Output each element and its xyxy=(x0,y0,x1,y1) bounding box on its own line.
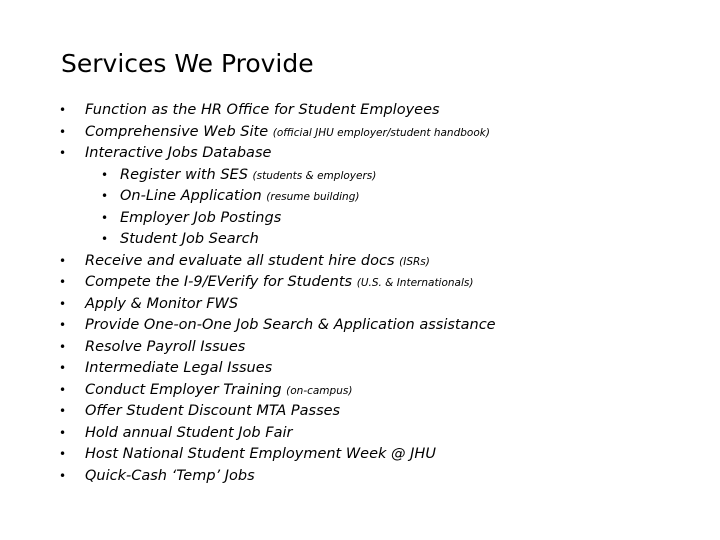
list-item-text: Hold annual Student Job Fair xyxy=(85,424,293,441)
list-item-text: Compete the I-9/EVerify for Students xyxy=(85,274,353,290)
list-item xyxy=(59,358,496,380)
list-item-note: (ISRs) xyxy=(399,255,430,268)
list-item-text: Resolve Payroll Issues xyxy=(85,338,246,355)
list-item xyxy=(59,380,496,402)
list-item xyxy=(59,315,496,337)
list-item xyxy=(59,423,496,445)
list-item-note: (official JHU employer/student handbook) xyxy=(272,126,490,139)
list-item xyxy=(59,251,496,273)
slide-title: Services We Provide xyxy=(61,49,314,78)
bullet-icon: • xyxy=(59,124,67,139)
list-item xyxy=(59,100,496,122)
list-item-note: (resume building) xyxy=(266,191,360,203)
list-item-text: Provide One-on-One Job Search & Application assistance xyxy=(85,317,496,333)
bullet-icon: • xyxy=(59,361,67,375)
list-item xyxy=(59,401,496,423)
bullet-icon: • xyxy=(59,296,67,311)
list-item-text: On-Line Application xyxy=(120,188,262,204)
list-item-text: Receive and evaluate all student hire docs xyxy=(85,252,395,269)
bullet-icon: • xyxy=(59,253,67,268)
services-list xyxy=(59,100,496,487)
list-item xyxy=(59,272,496,294)
bullet-icon: • xyxy=(59,404,67,418)
bullet-icon: • xyxy=(101,189,109,203)
bullet-icon: • xyxy=(59,318,67,332)
list-item-text: Apply & Monitor FWS xyxy=(85,295,239,312)
list-item-text: Interactive Jobs Database xyxy=(85,145,272,161)
list-item-text: Conduct Employer Training xyxy=(85,381,282,398)
list-item xyxy=(59,337,496,359)
list-item-note: (U.S. & Internationals) xyxy=(356,277,474,289)
list-item-text: Register with SES xyxy=(120,166,248,183)
bullet-icon: • xyxy=(101,210,109,225)
bullet-icon: • xyxy=(59,103,67,117)
sub-list-item xyxy=(59,229,496,251)
list-item xyxy=(59,444,496,466)
list-item-note: (students & employers) xyxy=(252,169,377,182)
list-item xyxy=(59,122,496,144)
list-item xyxy=(59,294,496,316)
list-item-text: Student Job Search xyxy=(120,231,259,247)
sub-list-item xyxy=(59,186,496,208)
list-item xyxy=(59,466,496,488)
list-item-text: Intermediate Legal Issues xyxy=(85,360,273,376)
bullet-icon: • xyxy=(101,232,109,246)
list-item-text: Function as the HR Office for Student Employees xyxy=(85,102,440,118)
list-item-text: Host National Student Employment Week @ JHU xyxy=(85,446,436,462)
bullet-icon: • xyxy=(59,425,67,440)
list-item-text: Comprehensive Web Site xyxy=(85,123,269,140)
list-item xyxy=(59,143,496,165)
bullet-icon: • xyxy=(59,275,67,289)
bullet-icon: • xyxy=(59,382,67,397)
sub-list-item xyxy=(59,165,496,187)
list-item-note: (on-campus) xyxy=(286,384,353,397)
bullet-icon: • xyxy=(59,447,67,461)
list-item-text: Employer Job Postings xyxy=(120,209,282,226)
bullet-icon: • xyxy=(101,167,109,182)
bullet-icon: • xyxy=(59,146,67,160)
list-item-text: Quick-Cash ‘Temp’ Jobs xyxy=(85,467,255,484)
bullet-icon: • xyxy=(59,339,67,354)
bullet-icon: • xyxy=(59,468,67,483)
list-item-text: Offer Student Discount MTA Passes xyxy=(85,403,341,419)
sub-list-item xyxy=(59,208,496,230)
